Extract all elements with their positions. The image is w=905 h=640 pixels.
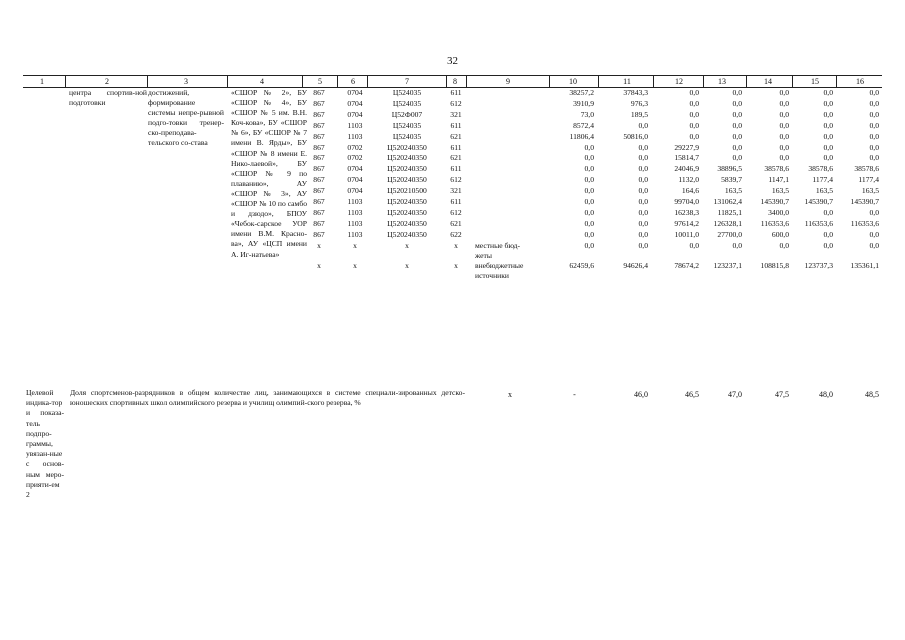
table-cell: Ц524035 [392,120,422,130]
table-cell: 1103 [347,207,363,217]
table-cell: 0,0 [584,229,594,239]
header-divider [653,75,654,87]
table-cell: 62459,6 [569,261,594,270]
table-cell: 0,0 [779,120,789,130]
table-cell: 73,0 [580,109,594,119]
table-cell: 50816,0 [623,131,648,141]
table-cell: 11825,1 [717,207,742,217]
column-header-1: 1 [40,77,44,86]
table-cell: 135361,1 [850,261,879,270]
table-cell: 867 [313,218,325,228]
column-header-4: 4 [260,77,264,86]
table-cell: 0,0 [689,109,699,119]
table-cell: 38578,6 [808,164,833,174]
header-divider [836,75,837,87]
table-cell: 0,0 [823,240,833,250]
table-cell: 0,0 [584,197,594,206]
indicator-value: 48,0 [819,390,833,399]
purpose-text: достижений, формирование системы непре-рывной подго-товки тренер-ско-преподава-тельского со-става [148,88,224,148]
table-cell: 108815,8 [760,261,789,270]
table-cell: 37843,3 [623,88,648,97]
table-cell: 0,0 [584,142,594,152]
column-header-7: 7 [405,77,409,86]
table-cell: 0,0 [823,207,833,217]
column-header-3: 3 [184,77,188,86]
table-cell: Ц520210500 [387,186,427,196]
table-cell: 612 [450,175,462,185]
table-cell: 0,0 [689,120,699,130]
table-cell: 163,5 [861,186,879,196]
table-cell: 0,0 [823,131,833,141]
table-cell: 99704,0 [674,197,699,206]
table-cell: 94626,4 [623,261,648,270]
table-cell: 0,0 [779,88,789,97]
header-divider [792,75,793,87]
column-header-10: 10 [569,77,577,86]
table-cell: 611 [450,164,462,174]
table-cell: x [353,261,357,270]
header-divider [302,75,303,87]
column-header-8: 8 [453,77,457,86]
table-cell: x [353,240,357,250]
table-cell: 0,0 [638,197,648,206]
table-cell: 0704 [347,98,363,108]
table-cell: 38257,2 [569,88,594,97]
header-divider [337,75,338,87]
table-cell: Ц520240350 [387,164,427,174]
responsible-text: центра спортив-ной подготовки [69,88,147,108]
table-cell: 1103 [347,131,363,141]
table-cell: 321 [450,109,462,119]
table-cell: 0,0 [584,186,594,196]
table-cell: 0702 [347,153,363,163]
table-cell: Ц524035 [392,88,422,97]
table-cell: 0702 [347,142,363,152]
table-cell: 0,0 [638,164,648,174]
table-cell: 867 [313,88,325,97]
table-cell: 163,5 [815,186,833,196]
column-header-9: 9 [506,77,510,86]
table-cell: 611 [450,120,462,130]
table-cell: 0704 [347,164,363,174]
table-cell: 0,0 [869,207,879,217]
table-cell: 0,0 [732,142,742,152]
table-cell: 0,0 [869,131,879,141]
table-cell: 0,0 [779,142,789,152]
table-cell: 1103 [347,218,363,228]
table-cell: 29227,9 [674,142,699,152]
header-divider [703,75,704,87]
table-cell: x [454,240,458,250]
table-cell: 321 [450,186,462,196]
table-cell: 1147,1 [768,175,789,185]
header-divider [746,75,747,87]
table-cell: 5839,7 [721,175,742,185]
indicator-value: x [508,390,512,399]
table-cell: 0,0 [638,218,648,228]
table-cell: Ц520240350 [387,142,427,152]
table-cell: 976,3 [630,98,648,108]
table-cell: 8572,4 [573,120,594,130]
table-cell: 0,0 [869,88,879,97]
table-cell: 0,0 [869,142,879,152]
header-divider [549,75,550,87]
table-cell: 612 [450,207,462,217]
table-cell: Ц520240350 [387,175,427,185]
header-top-rule [23,75,882,76]
table-cell: 116353,6 [804,218,833,228]
table-cell: Ц520240350 [387,197,427,206]
table-cell: 0,0 [869,98,879,108]
table-cell: 116353,6 [760,218,789,228]
table-cell: 611 [450,88,462,97]
table-cell: Ц520240350 [387,153,427,163]
column-header-11: 11 [623,77,631,86]
table-cell: 867 [313,98,325,108]
column-header-2: 2 [105,77,109,86]
indicator-label: Целевой индика-тор и показа-тель подпро-граммы, увязан-ные с основ-ным меро-прияти-ем 2 [26,388,64,500]
table-cell: 0,0 [638,142,648,152]
table-cell: 0,0 [584,207,594,217]
table-cell: 0704 [347,109,363,119]
table-cell: 123737,3 [804,261,833,270]
table-cell: 1177,4 [858,175,879,185]
table-cell: 0,0 [869,109,879,119]
table-cell: 1103 [347,229,363,239]
table-cell: 145390,7 [804,197,833,206]
column-header-13: 13 [718,77,726,86]
table-cell: 0,0 [584,175,594,185]
table-cell: 0,0 [823,153,833,163]
table-cell: 0,0 [869,240,879,250]
table-cell: 0,0 [823,88,833,97]
table-cell: Ц520240350 [387,207,427,217]
table-cell: 38896,5 [717,164,742,174]
table-cell: местные бюд- [475,240,521,250]
table-cell: 0,0 [689,98,699,108]
column-header-12: 12 [675,77,683,86]
table-cell: 0,0 [823,229,833,239]
table-cell: 0704 [347,175,363,185]
table-cell: 0,0 [732,131,742,141]
table-cell: 0,0 [823,109,833,119]
table-cell: 0704 [347,186,363,196]
column-header-15: 15 [811,77,819,86]
table-cell: 0,0 [638,240,648,250]
indicator-text: Доля спортсменов-разрядников в общем количестве лиц, занимающихся в системе специали-зированных детско-юношеских спортивных школ олимпийского резерва и училищ олимпий-ского резерва, % [70,388,465,408]
table-cell: x [405,261,409,270]
table-cell: x [317,240,321,250]
table-cell: 163,5 [724,186,742,196]
table-cell: 0,0 [779,109,789,119]
table-cell: 116353,6 [850,218,879,228]
table-cell: 867 [313,229,325,239]
table-cell: 11806,4 [569,131,594,141]
table-cell: 0,0 [638,186,648,196]
table-cell: 0,0 [689,88,699,97]
table-cell: 612 [450,98,462,108]
table-cell: 1103 [347,197,363,206]
table-cell: 0,0 [732,98,742,108]
table-cell: 0,0 [779,98,789,108]
table-cell: 621 [450,153,462,163]
page-number: 32 [447,55,458,67]
table-cell: 145390,7 [850,197,879,206]
table-cell: внебюджетные [475,261,524,270]
table-cell: 16238,3 [674,207,699,217]
column-header-5: 5 [318,77,322,86]
table-cell: 0,0 [689,131,699,141]
table-cell: 0,0 [823,98,833,108]
table-cell: 0,0 [584,153,594,163]
header-divider [598,75,599,87]
header-divider [65,75,66,87]
indicator-value: 46,0 [634,390,648,399]
table-cell: 611 [450,197,462,206]
table-cell: 867 [313,153,325,163]
table-cell: 189,5 [630,109,648,119]
indicator-value: 48,5 [865,390,879,399]
table-cell: 1132,0 [678,175,699,185]
header-divider [367,75,368,87]
table-cell: 0,0 [732,240,742,250]
table-cell: 867 [313,164,325,174]
column-header-16: 16 [856,77,864,86]
table-cell: 867 [313,131,325,141]
table-cell: 0,0 [689,240,699,250]
indicator-value: 46,5 [685,390,699,399]
table-cell: 0704 [347,88,363,97]
table-cell: 867 [313,109,325,119]
table-cell: 600,0 [771,229,789,239]
table-cell: 27700,0 [717,229,742,239]
table-cell: 0,0 [823,120,833,130]
table-cell: 1177,4 [812,175,833,185]
table-cell: 0,0 [869,229,879,239]
table-cell: 621 [450,131,462,141]
table-cell: 0,0 [869,153,879,163]
table-cell: 622 [450,229,462,239]
table-cell: 131062,4 [713,197,742,206]
table-cell: x [405,240,409,250]
table-cell: 867 [313,207,325,217]
table-cell: 0,0 [823,142,833,152]
table-cell: 0,0 [638,207,648,217]
table-cell: 621 [450,218,462,228]
table-cell: 0,0 [779,153,789,163]
table-cell: Ц520240350 [387,229,427,239]
table-cell: 38578,6 [764,164,789,174]
table-cell: 0,0 [732,120,742,130]
table-cell: 0,0 [732,153,742,163]
indicator-value: 47,5 [775,390,789,399]
column-header-6: 6 [351,77,355,86]
table-cell: 10011,0 [674,229,699,239]
table-cell: 38578,6 [854,164,879,174]
table-cell: 0,0 [732,88,742,97]
indicator-value: - [573,390,576,399]
column-header-14: 14 [764,77,772,86]
table-cell: 126328,1 [713,218,742,228]
table-cell: 15814,7 [674,153,699,163]
participants-text: «СШОР № 2», БУ «СШОР № 4», БУ «СШОР № 5 им. В.Н. Коч-кова», БУ «СШОР № 6», БУ «СШОР № 7 имени В. Ярды», БУ «СШОР № 8 имени Е. Нико-лаевой», БУ «СШОР № 9 по плаванию», АУ «СШОР № 3», АУ «СШОР № 10 по самбо и дзюдо», БПОУ «Чебок-сарское УОР имени В.М. Красно-ва», АУ «ЦСП имени А. Иг-натьева» [231,88,307,259]
table-cell: x [317,261,321,270]
table-cell: 0,0 [638,153,648,163]
table-cell: 145390,7 [760,197,789,206]
table-cell: 0,0 [779,131,789,141]
table-cell: 0,0 [638,229,648,239]
table-cell: 24046,9 [674,164,699,174]
table-cell: 0,0 [779,240,789,250]
indicator-value: 47,0 [728,390,742,399]
table-cell: 867 [313,142,325,152]
table-cell: 867 [313,186,325,196]
table-cell: 163,5 [771,186,789,196]
table-cell: Ц524035 [392,98,422,108]
table-cell: 78674,2 [674,261,699,270]
table-cell: 0,0 [638,175,648,185]
table-cell: x [454,261,458,270]
header-divider [147,75,148,87]
table-cell: 0,0 [584,240,594,250]
table-cell: 867 [313,197,325,206]
table-cell: 0,0 [584,218,594,228]
table-cell: 97614,2 [674,218,699,228]
table-cell: 867 [313,120,325,130]
table-cell: Ц524035 [392,131,422,141]
header-divider [227,75,228,87]
table-cell: 611 [450,142,462,152]
table-cell: 0,0 [869,120,879,130]
table-cell: 867 [313,175,325,185]
table-cell: 3400,0 [768,207,789,217]
table-cell: 0,0 [732,109,742,119]
table-cell: 123237,1 [713,261,742,270]
table-cell: 0,0 [584,164,594,174]
table-cell: Ц520240350 [387,218,427,228]
table-cell: источники [475,271,509,281]
table-cell: 0,0 [638,120,648,130]
table-cell: 1103 [347,120,363,130]
table-cell: жеты [475,250,492,260]
table-cell: 164,6 [681,186,699,196]
table-cell: 3910,9 [573,98,594,108]
table-cell: Ц52Ф007 [391,109,423,119]
